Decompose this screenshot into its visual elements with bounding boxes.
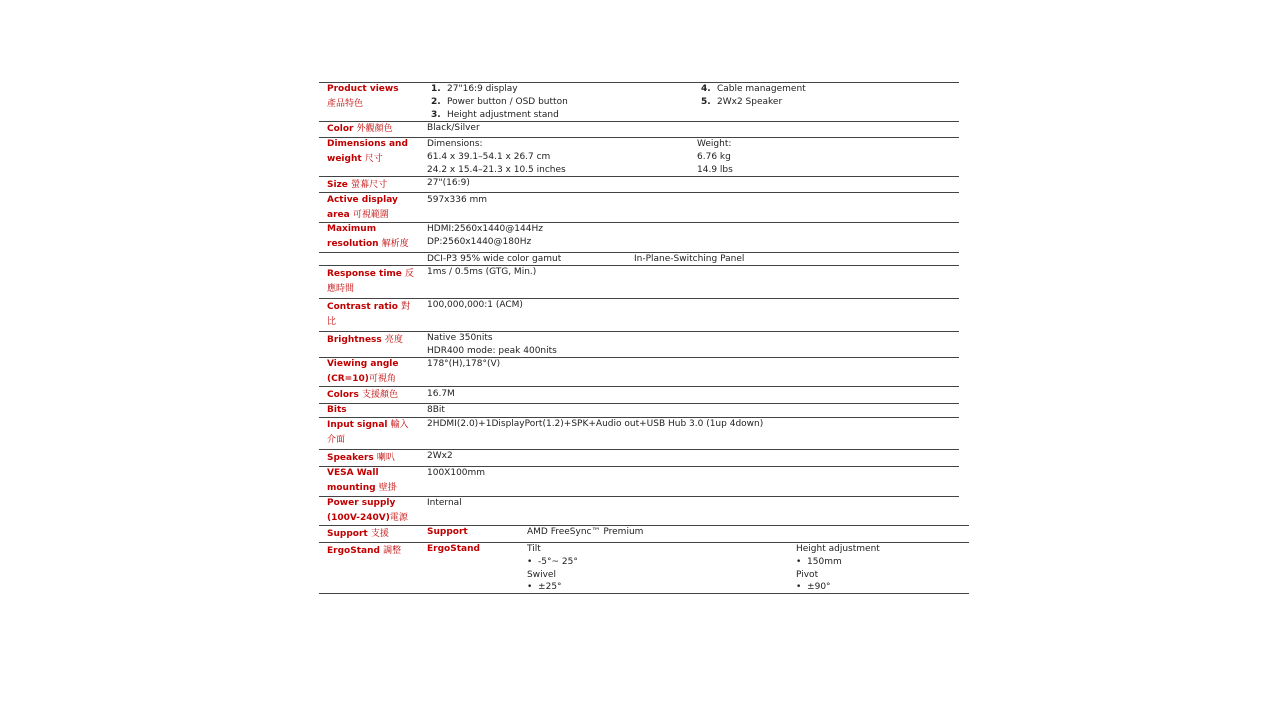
dimensions-label: Dimensions and weight 尺寸 [327, 139, 408, 164]
swivel-title: Swivel [527, 570, 556, 580]
color-label: Color 外觀顏色 [327, 124, 393, 134]
weight-title: Weight: [697, 139, 732, 149]
contrast-value: 100,000,000:1 (ACM) [427, 300, 523, 310]
size-value: 27"(16:9) [427, 178, 470, 188]
tilt-title: Tilt [527, 544, 541, 554]
dimensions-inches: 24.2 x 15.4–21.3 x 10.5 inches [427, 165, 566, 175]
resolution-dp: DP:2560x1440@180Hz [427, 237, 532, 247]
row-divider [319, 466, 959, 467]
product-views-label: Product views 產品特色 [327, 84, 399, 109]
height-adjustment-title: Height adjustment [796, 544, 880, 554]
support-value: AMD FreeSync™ Premium [527, 527, 644, 537]
brightness-native: Native 350nits [427, 333, 493, 343]
pivot-value: • ±90° [796, 582, 831, 592]
row-divider [319, 137, 959, 138]
color-value: Black/Silver [427, 123, 480, 133]
row-divider [319, 222, 959, 223]
power-supply-label: Power supply (100V-240V)電源 [327, 498, 408, 523]
weight-kg: 6.76 kg [697, 152, 731, 162]
speakers-value: 2Wx2 [427, 451, 453, 461]
viewing-angle-label: Viewing angle (CR=10)可視角 [327, 359, 399, 384]
product-item-2: 2. Power button / OSD button [431, 97, 568, 107]
resolution-hdmi: HDMI:2560x1440@144Hz [427, 224, 543, 234]
tilt-value: • -5°~ 25° [527, 557, 578, 567]
size-label: Size 螢幕尺寸 [327, 180, 388, 190]
support-label: Support 支援 [327, 529, 389, 539]
row-divider [319, 403, 959, 404]
row-divider [319, 192, 959, 193]
max-resolution-label: Maximum resolution 解析度 [327, 224, 409, 249]
height-adjustment-value: • 150mm [796, 557, 842, 567]
row-divider [319, 496, 959, 497]
speakers-label: Speakers 喇叭 [327, 453, 395, 463]
table-top-rule [319, 82, 959, 83]
brightness-label: Brightness 亮度 [327, 335, 403, 345]
panel-type-value: In-Plane-Switching Panel [634, 254, 745, 264]
dimensions-cm: 61.4 x 39.1–54.1 x 26.7 cm [427, 152, 551, 162]
vesa-value: 100X100mm [427, 468, 486, 478]
pivot-title: Pivot [796, 570, 819, 580]
table-bottom-rule [319, 593, 969, 594]
bullet-icon: • [527, 582, 533, 592]
brightness-hdr: HDR400 mode: peak 400nits [427, 346, 557, 356]
row-divider [319, 331, 959, 332]
bits-label: Bits [327, 405, 347, 415]
row-divider [319, 449, 959, 450]
weight-lbs: 14.9 lbs [697, 165, 733, 175]
support-sublabel: Support [427, 527, 468, 537]
input-signal-label: Input signal 輸入 介面 [327, 420, 409, 445]
ergostand-sublabel: ErgoStand [427, 544, 480, 554]
active-area-value: 597x336 mm [427, 195, 488, 205]
bullet-icon: • [796, 557, 802, 567]
row-divider [319, 357, 959, 358]
contrast-label: Contrast ratio 對 比 [327, 302, 411, 327]
row-divider [319, 298, 959, 299]
row-divider [319, 176, 959, 177]
vesa-label: VESA Wall mounting 壁掛 [327, 468, 397, 493]
bullet-icon: • [527, 557, 533, 567]
dimensions-title: Dimensions: [427, 139, 483, 149]
row-divider [319, 121, 959, 122]
bullet-icon: • [796, 582, 802, 592]
response-time-value: 1ms / 0.5ms (GTG, Min.) [427, 267, 537, 277]
ergostand-label: ErgoStand 調整 [327, 546, 402, 556]
row-divider [319, 386, 959, 387]
colors-value: 16.7M [427, 389, 455, 399]
color-gamut-value: DCI-P3 95% wide color gamut [427, 254, 562, 264]
product-item-3: 3. Height adjustment stand [431, 110, 559, 120]
active-area-label: Active display area 可視範圍 [327, 195, 398, 220]
product-item-1: 1. 27"16:9 display [431, 84, 518, 94]
swivel-value: • ±25° [527, 582, 562, 592]
product-item-5: 5. 2Wx2 Speaker [701, 97, 783, 107]
viewing-angle-value: 178°(H),178°(V) [427, 359, 501, 369]
row-divider [319, 525, 969, 526]
input-signal-value: 2HDMI(2.0)+1DisplayPort(1.2)+SPK+Audio out+USB Hub 3.0 (1up 4down) [427, 419, 764, 429]
product-item-4: 4. Cable management [701, 84, 806, 94]
colors-label: Colors 支援顏色 [327, 390, 399, 400]
bits-value: 8Bit [427, 405, 445, 415]
power-supply-value: Internal [427, 498, 462, 508]
response-time-label: Response time 反 應時間 [327, 269, 415, 294]
